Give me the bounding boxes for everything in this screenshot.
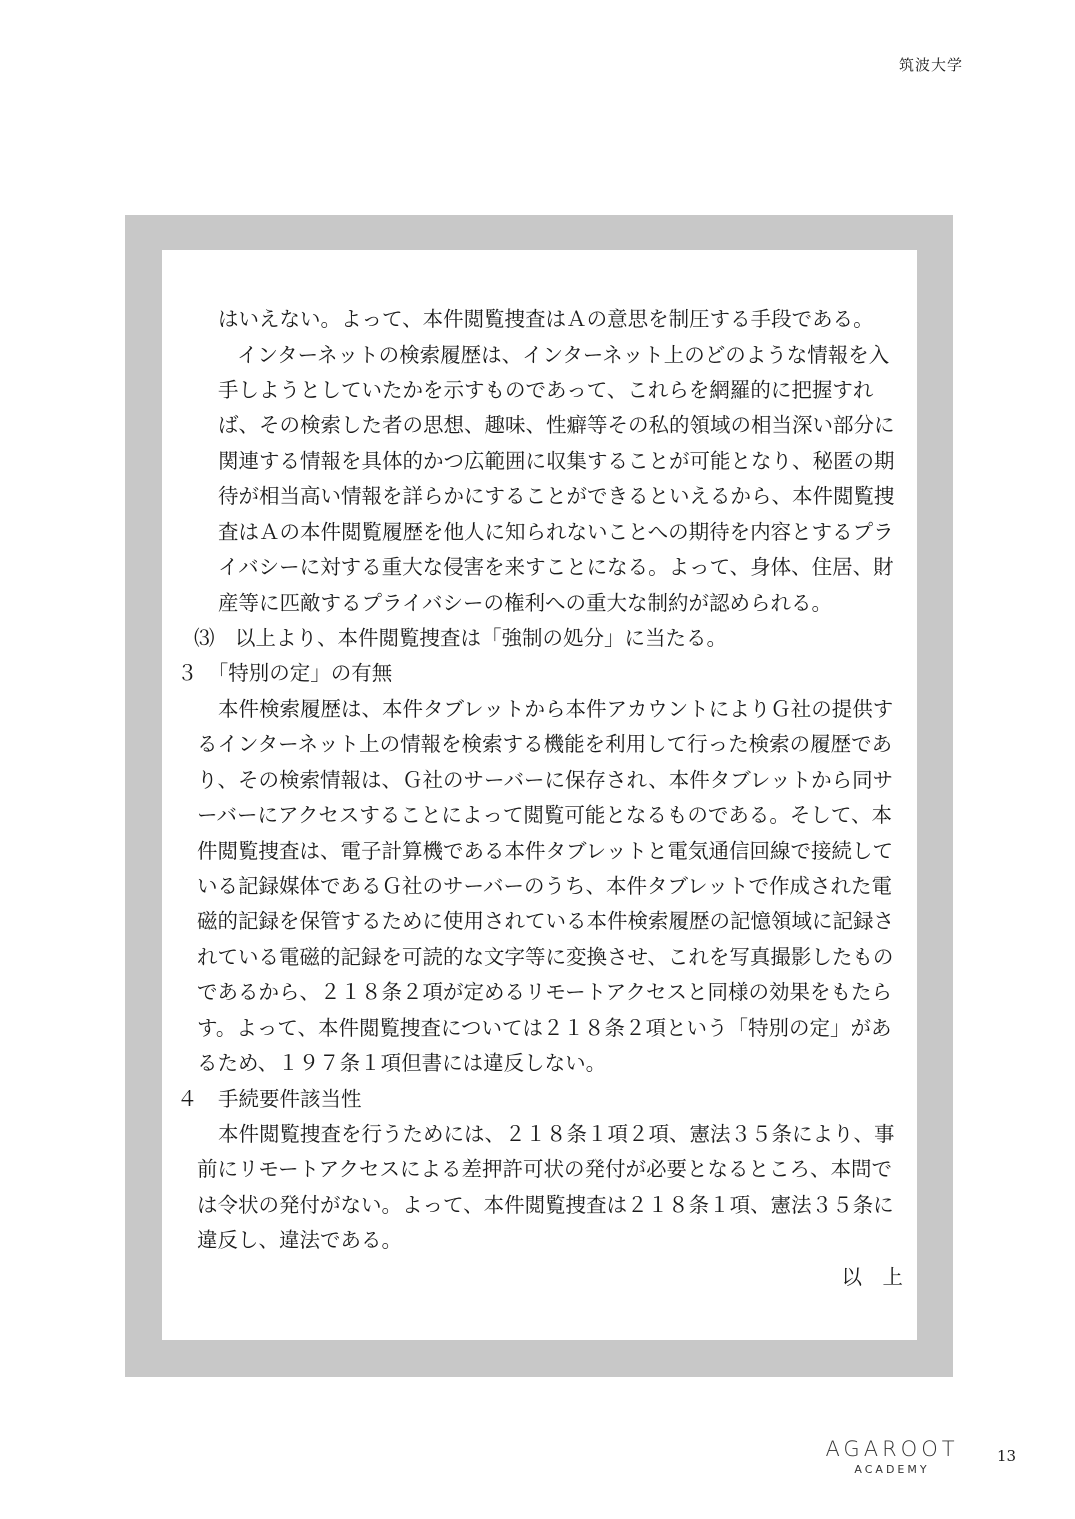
text-line: インターネットの検索履歴は、インターネット上のどのような情報を入 xyxy=(237,343,890,367)
text-line: 関連する情報を具体的かつ広範囲に収集することが可能となり、秘匿の期 xyxy=(218,449,895,473)
header-university: 筑波大学 xyxy=(898,56,963,74)
text-line: 待が相当高い情報を詳らかにすることができるといえるから、本件閲覧捜 xyxy=(218,484,895,508)
closing-mark: 以 上 xyxy=(841,1265,903,1289)
answer-frame xyxy=(125,215,953,1377)
text-line: ーバーにアクセスすることによって閲覧可能となるものである。そして、本 xyxy=(197,803,892,827)
subsection-heading: ⑶ 以上より、本件閲覧捜査は「強制の処分」に当たる。 xyxy=(194,626,727,650)
text-line: イバシーに対する重大な侵害を来すことになる。よって、身体、住居、財 xyxy=(218,555,894,579)
text-line: す。よって、本件閲覧捜査については２１８条２項という「特別の定」があ xyxy=(197,1016,892,1040)
text-line: はいえない。よって、本件閲覧捜査はＡの意思を制圧する手段である。 xyxy=(218,307,874,331)
text-line: であるから、２１８条２項が定めるリモートアクセスと同様の効果をもたら xyxy=(197,980,892,1004)
text-line: れている電磁的記録を可読的な文字等に変換させ、これを写真撮影したもの xyxy=(197,945,894,969)
text-line: 前にリモートアクセスによる差押許可状の発付が必要となるところ、本問で xyxy=(197,1157,892,1181)
agaroot-logo xyxy=(822,1437,962,1476)
text-line: るため、１９７条１項但書には違反しない。 xyxy=(197,1051,607,1075)
page-number: 13 xyxy=(997,1447,1017,1465)
section-heading: ４ 手続要件該当性 xyxy=(177,1087,362,1111)
text-line: 件閲覧捜査は、電子計算機である本件タブレットと電気通信回線で接続して xyxy=(197,839,893,863)
text-line: 違反し、違法である。 xyxy=(197,1228,402,1252)
text-line: 産等に匹敵するプライバシーの権利への重大な制約が認められる。 xyxy=(218,591,832,615)
text-line: 本件検索履歴は、本件タブレットから本件アカウントによりＧ社の提供す xyxy=(218,697,894,721)
text-line: いる記録媒体であるＧ社のサーバーのうち、本件タブレットで作成された電 xyxy=(197,874,892,898)
text-line: は令状の発付がない。よって、本件閲覧捜査は２１８条１項、憲法３５条に xyxy=(197,1193,894,1217)
text-line: 査はＡの本件閲覧履歴を他人に知られないことへの期待を内容とするプラ xyxy=(218,520,894,544)
logo-main-text: AGAROOT xyxy=(825,1437,959,1461)
text-line: 本件閲覧捜査を行うためには、２１８条１項２項、憲法３５条により、事 xyxy=(218,1122,895,1146)
text-line: 手しようとしていたかを示すものであって、これらを網羅的に把握すれ xyxy=(218,378,874,402)
text-line: 磁的記録を保管するために使用されている本件検索履歴の記憶領域に記録さ xyxy=(197,909,894,933)
section-heading: ３ 「特別の定」の有無 xyxy=(177,661,393,685)
text-line: るインターネット上の情報を検索する機能を利用して行った検索の履歴であ xyxy=(197,732,893,756)
answer-paper xyxy=(162,250,917,1340)
logo-sub-text: ACADEMY xyxy=(854,1463,930,1476)
text-line: ば、その検索した者の思想、趣味、性癖等その私的領域の相当深い部分に xyxy=(218,413,895,437)
text-line: り、その検索情報は、Ｇ社のサーバーに保存され、本件タブレットから同サ xyxy=(197,768,894,792)
